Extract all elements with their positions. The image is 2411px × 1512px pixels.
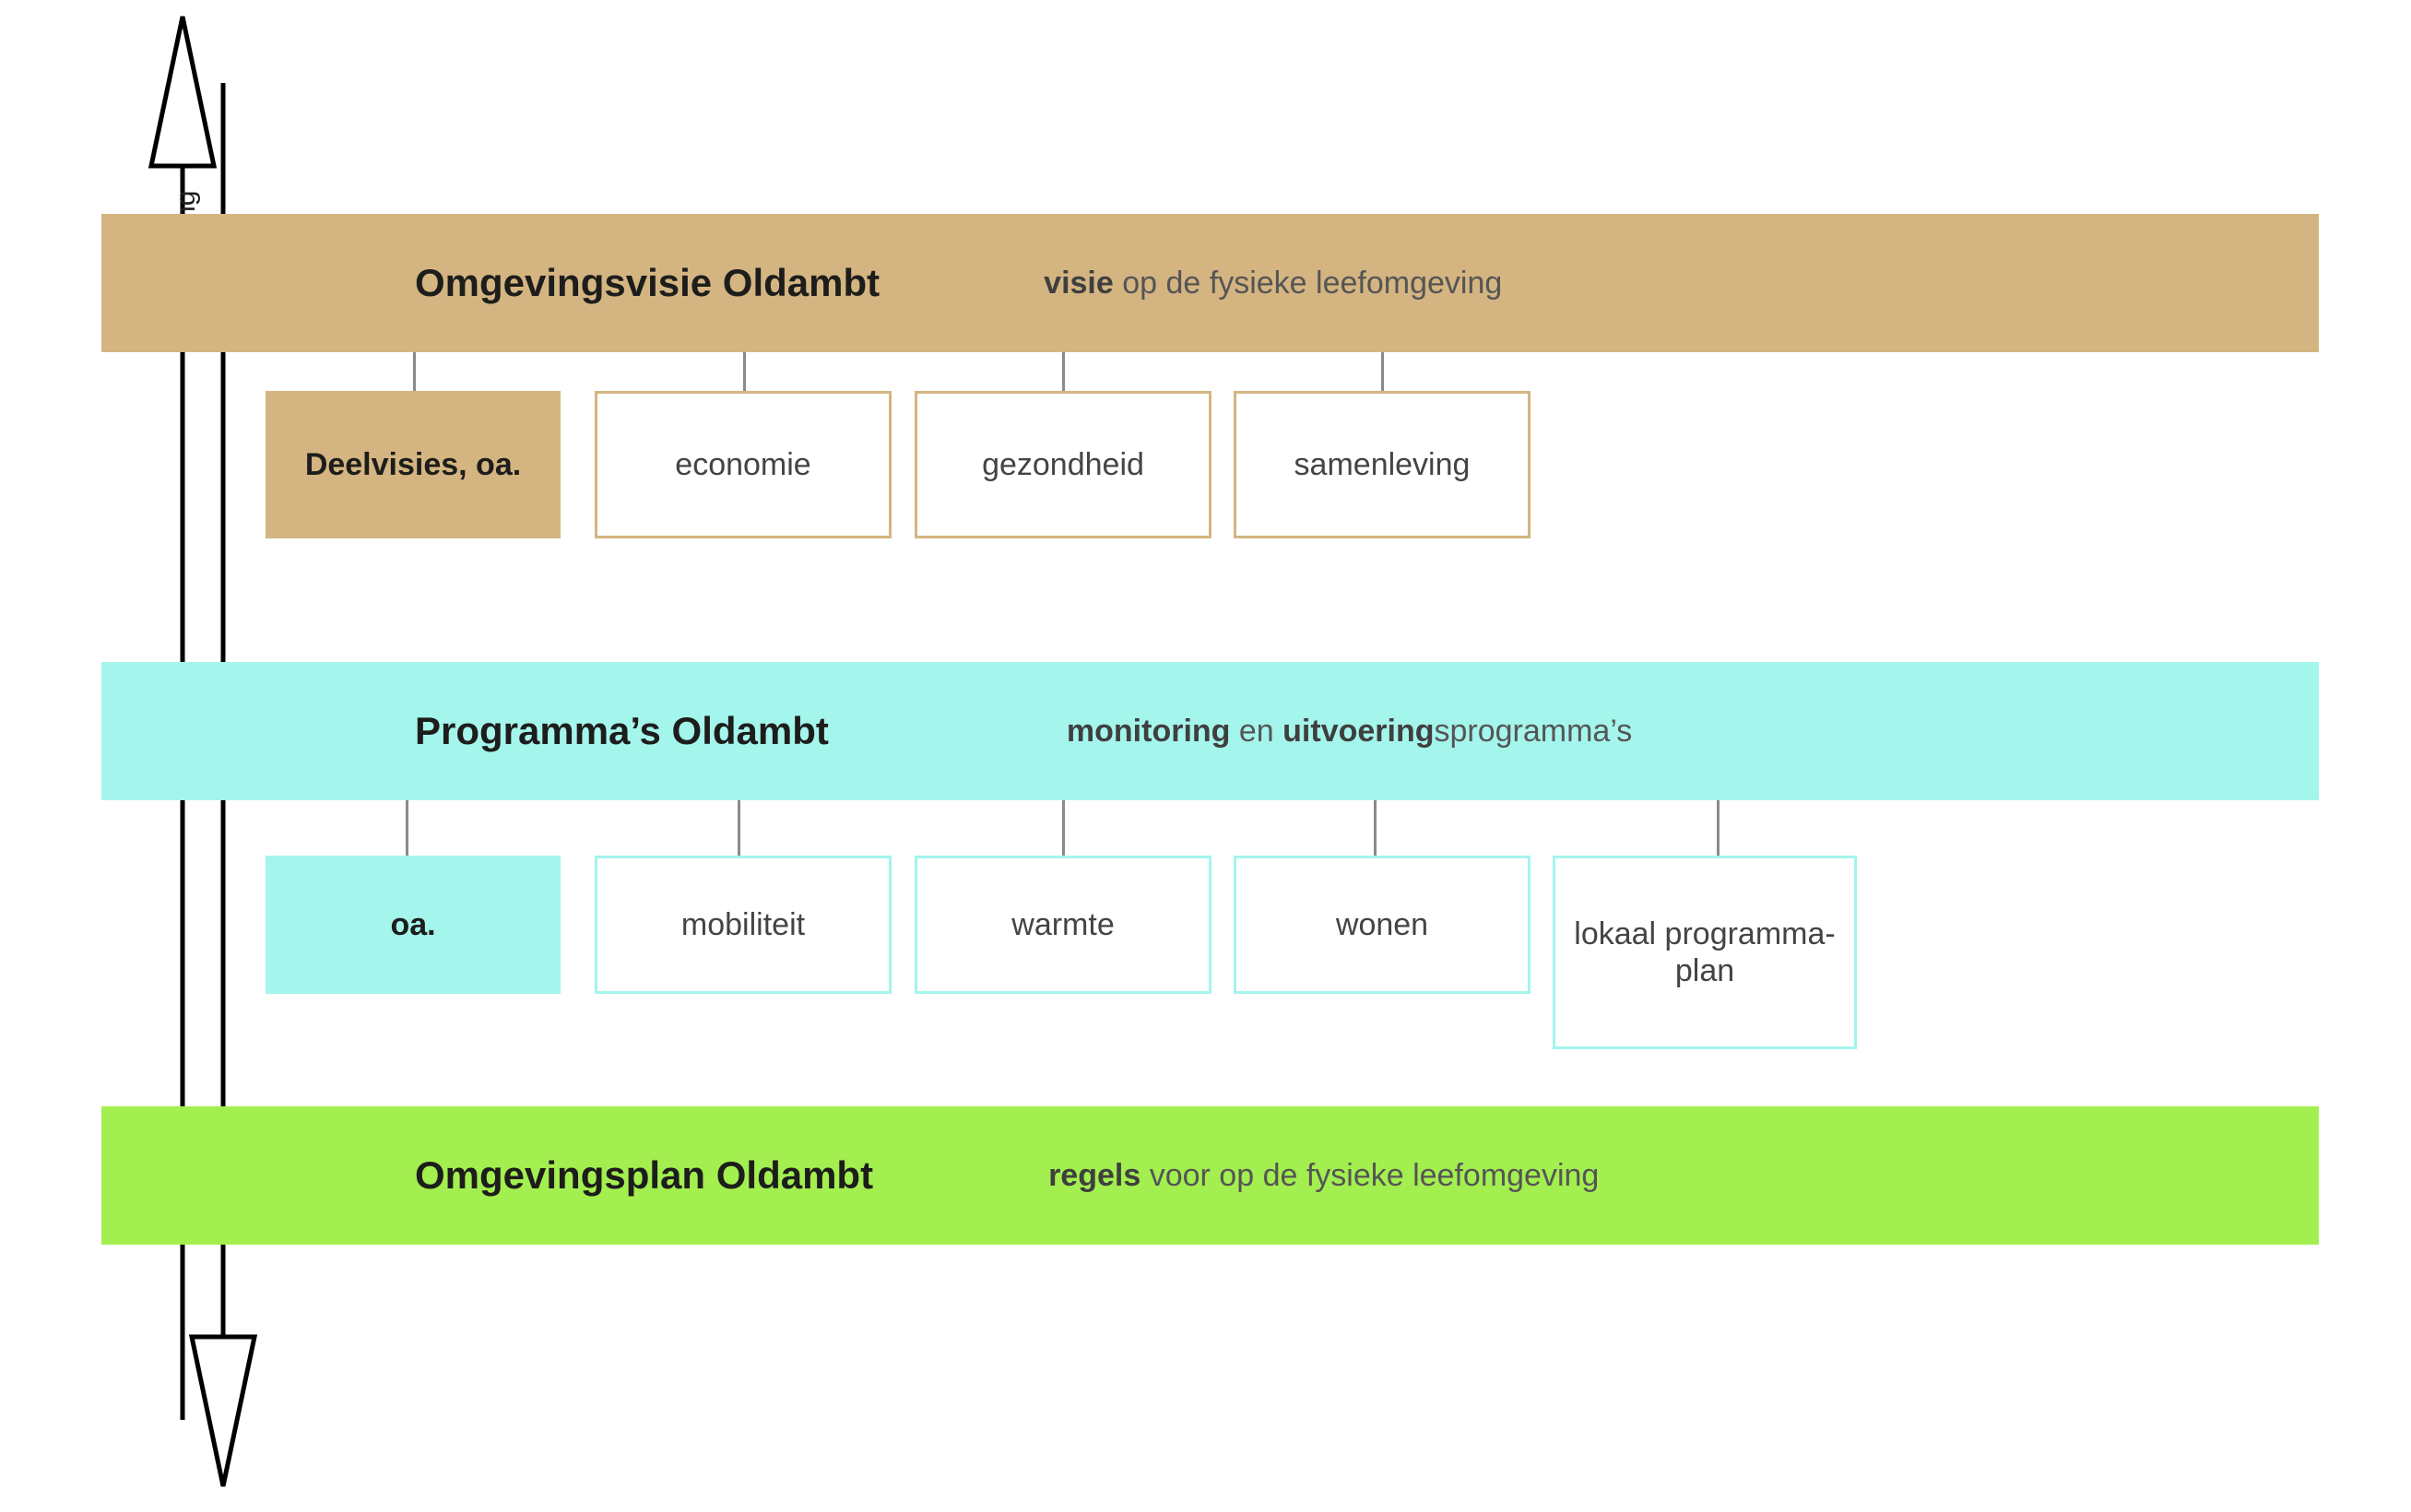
box-mobiliteit[interactable]: mobiliteit — [595, 856, 892, 994]
row-programmas-subtitle-strong2: uitvoering — [1282, 713, 1435, 749]
row-omgevingsvisie-subtitle — [1044, 266, 1502, 301]
box-oa[interactable]: oa. — [266, 856, 561, 994]
connector-stem — [406, 800, 408, 856]
row-programmas-subtitle-rest: sprogramma’s — [1434, 713, 1633, 749]
row-omgevingsvisie-band — [101, 214, 2319, 352]
connector-stem — [1062, 352, 1065, 391]
box-gezondheid[interactable]: gezondheid — [915, 391, 1211, 538]
row-omgevingsvisie-subtitle-rest: op de fysieke leefomgeving — [1113, 265, 1503, 301]
box-deelvisies[interactable]: Deelvisies, oa. — [266, 391, 561, 538]
row-omgevingsplan-band — [101, 1106, 2319, 1245]
connector-stem — [1717, 800, 1720, 856]
row-omgevingsplan-subtitle — [1048, 1158, 1599, 1194]
row-omgevingsplan-title: Omgevingsplan Oldambt — [415, 1153, 874, 1197]
row-programmas-subtitle-mid: en — [1230, 713, 1283, 749]
row-programmas-subtitle-strong: monitoring — [1066, 713, 1231, 749]
box-wonen[interactable]: wonen — [1234, 856, 1531, 994]
row-omgevingsvisie-title: Omgevingsvisie Oldambt — [415, 261, 880, 304]
row-omgevingsplan-subtitle-rest: voor op de fysieke leefomgeving — [1140, 1157, 1600, 1193]
connector-stem — [743, 352, 746, 391]
connector-stem — [413, 352, 416, 391]
box-samenleving[interactable]: samenleving — [1234, 391, 1531, 538]
connector-stem — [1062, 800, 1065, 856]
row-programmas-subtitle — [1067, 714, 1632, 750]
row-omgevingsplan-subtitle-strong: regels — [1048, 1157, 1141, 1193]
connector-stem — [1381, 352, 1384, 391]
connector-stem — [738, 800, 740, 856]
box-lokaal-programmaplan[interactable]: lokaal programma-plan — [1553, 856, 1857, 1049]
row-programmas-band — [101, 662, 2319, 800]
row-omgevingsvisie-subtitle-strong: visie — [1044, 265, 1114, 301]
connector-stem — [1374, 800, 1377, 856]
box-warmte[interactable]: warmte — [915, 856, 1211, 994]
row-programmas-title: Programma’s Oldambt — [415, 709, 829, 752]
box-economie[interactable]: economie — [595, 391, 892, 538]
